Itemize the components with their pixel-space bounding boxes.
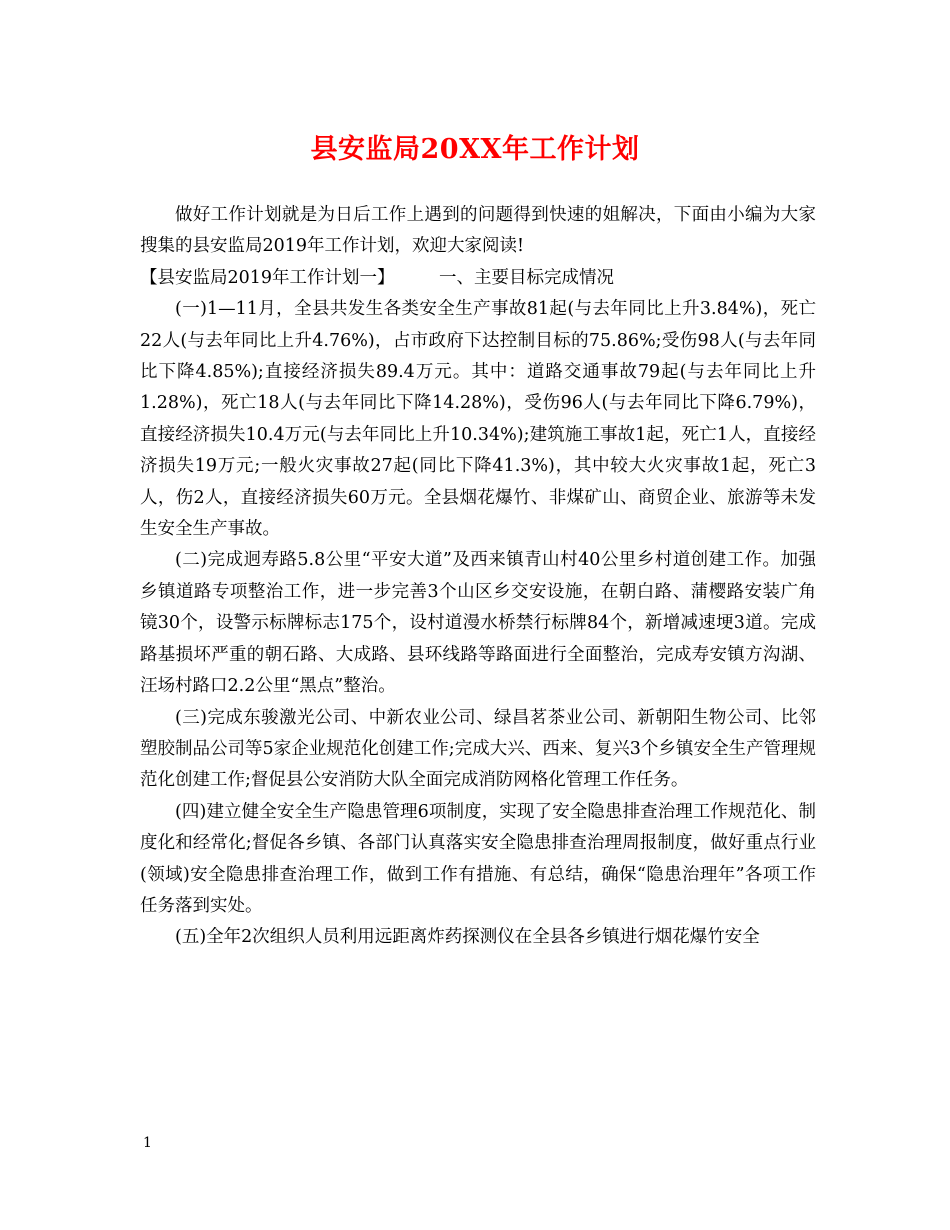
document-body — [140, 200, 816, 954]
paragraph-1: (一)1—11月，全县共发生各类安全生产事故81起(与去年同比上升3.84%)，死亡22人(与去年同比上升4.76%)，占市政府下达控制目标的75.86%;受伤98人(与去年同比下降4.85%);直接经济损失89.4万元。其中：道路交通事故79起(与去年同比上升1.28%)，死亡18人(与去年同比下降14.28%)，受伤96人(与去年同比下降6.79%)，直接经济损失10.4万元(与去年同比上升10.34%);建筑施工事故1起，死亡1人，直接经济损失19万元;一般火灾事故27起(同比下降41.3%)，其中较大火灾事故1起，死亡3人，伤2人，直接经济损失60万元。全县烟花爆竹、非煤矿山、商贸企业、旅游等未发生安全生产事故。 — [140, 299, 816, 540]
page-number: 1 — [143, 1135, 152, 1151]
intro-paragraph: 做好工作计划就是为日后工作上遇到的问题得到快速的姐解决，下面由小编为大家搜集的县安监局2019年工作计划，欢迎大家阅读! — [140, 205, 816, 257]
paragraph-5: (五)全年2次组织人员利用远距离炸药探测仪在全县各乡镇进行烟花爆竹安全 — [175, 927, 760, 948]
paragraph-2: (二)完成迥寿路5.8公里“平安大道”及西来镇青山村40公里乡村道创建工作。加强乡镇道路专项整治工作，进一步完善3个山区乡交安设施，在朝白路、蒲樱路安装广角镜30个，设警示标牌标志175个，设村道漫水桥禁行标牌84个，新增减速埂3道。完成路基损坏严重的朝石路、大成路、县环线路等路面进行全面整治，完成寿安镇方沟湖、汪场村路口2.2公里“黑点”整治。 — [140, 550, 816, 697]
document-title: 县安监局20XX年工作计划 — [310, 134, 640, 165]
section-heading: 【县安监局2019年工作计划一】 一、主要目标完成情况 — [140, 267, 615, 288]
paragraph-3: (三)完成东骏激光公司、中新农业公司、绿昌茗茶业公司、新朝阳生物公司、比邻塑胶制品公司等5家企业规范化创建工作;完成大兴、西来、复兴3个乡镇安全生产管理规范化创建工作;督促县公安消防大队全面完成消防网格化管理工作任务。 — [140, 707, 816, 791]
paragraph-4: (四)建立健全安全生产隐患管理6项制度，实现了安全隐患排查治理工作规范化、制度化和经常化;督促各乡镇、各部门认真落实安全隐患排查治理周报制度，做好重点行业(领域)安全隐患排查治理工作，做到工作有措施、有总结，确保“隐患治理年”各项工作任务落到实处。 — [140, 801, 816, 916]
